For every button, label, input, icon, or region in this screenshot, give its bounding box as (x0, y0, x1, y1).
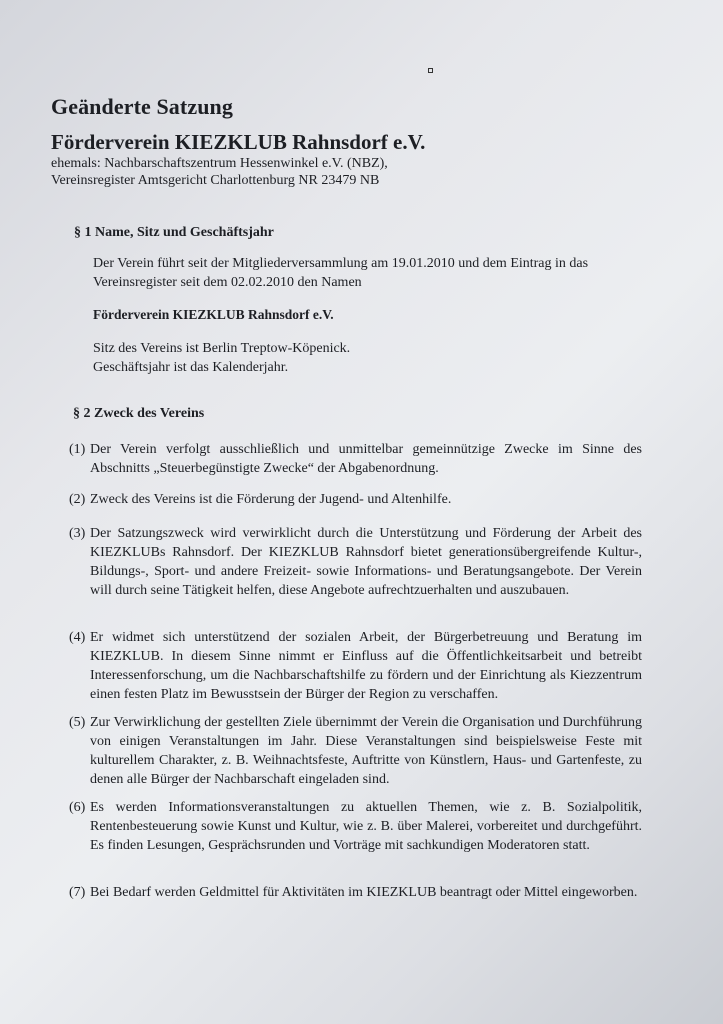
section-1-heading: § 1 Name, Sitz und Geschäftsjahr (74, 225, 274, 240)
former-name-line: ehemals: Nachbarschaftszentrum Hessenwinkel e.V. (NBZ), (51, 156, 388, 171)
fiscal-year-line: Geschäftsjahr ist das Kalenderjahr. (93, 360, 289, 375)
item-number: (1) (69, 442, 86, 457)
purpose-item-2 (69, 490, 642, 509)
item-text: Zweck des Vereins ist die Förderung der Jugend- und Altenhilfe. (90, 492, 452, 507)
section-2-heading: § 2 Zweck des Vereins (73, 406, 205, 421)
section-1-paragraph-line-1: Der Verein führt seit der Mitgliederversammlung am 19.01.2010 und dem Eintrag in das (93, 256, 589, 271)
item-text: Der Satzungszweck wird verwirklicht durch die Unterstützung und Förderung der Arbeit des KIEZKLUBs Rahnsdorf. Der KIEZKLUB Rahnsdorf bietet generationsübergreifende Kultur-, Bildungs-, Sport- und andere Freizeit- sowie Informations- und Beratungsangebote. Der Verein will durch seine Tätigkeit helfen, diese Angebote aufrechtzuerhalten und auszubauen. (90, 526, 642, 598)
document-title: Geänderte Satzung (51, 94, 233, 119)
item-number: (3) (69, 526, 86, 541)
item-number: (7) (69, 885, 86, 900)
section-1-seat-block (93, 339, 350, 377)
association-name: Förderverein KIEZKLUB Rahnsdorf e.V. (51, 130, 426, 154)
purpose-item-3 (69, 524, 642, 600)
item-text: Der Verein verfolgt ausschließlich und unmittelbar gemeinnützige Zwecke im Sinne des Abschnitts „Steuerbegünstigte Zwecke“ der Abgabenordnung. (90, 442, 642, 476)
purpose-item-1 (69, 440, 642, 478)
purpose-item-4 (69, 628, 642, 704)
item-number: (6) (69, 800, 86, 815)
item-text: Zur Verwirklichung der gestellten Ziele übernimmt der Verein die Organisation und Durchführung von einigen Veranstaltungen im Jahr. Diese Veranstaltungen sind beispielsweise Feste mit kulturellem Charakter, z. B. Weihnachtsfeste, Auftritte von Künstlern, Haus- und Gartenfeste, zu denen alle Bürger der Nachbarschaft eingeladen sind. (90, 715, 642, 787)
item-number: (5) (69, 715, 86, 730)
purpose-item-5 (69, 713, 642, 789)
item-text: Bei Bedarf werden Geldmittel für Aktivitäten im KIEZKLUB beantragt oder Mittel eingeworben. (90, 885, 638, 900)
item-text: Es werden Informationsveranstaltungen zu aktuellen Themen, wie z. B. Sozialpolitik, Rentenbesteuerung sowie Kunst und Kultur, wie z. B. über Malerei, vorbereitet und durchgeführt. Es finden Lesungen, Gesprächsrunden und Vorträge mit sachkundigen Moderatoren statt. (90, 800, 642, 853)
item-number: (4) (69, 630, 86, 645)
seat-line: Sitz des Vereins ist Berlin Treptow-Köpenick. (93, 341, 351, 356)
register-line: Vereinsregister Amtsgericht Charlottenburg NR 23479 NB (51, 173, 380, 188)
item-text: Er widmet sich unterstützend der sozialen Arbeit, der Bürgerbetreuung und Beratung im KIEZKLUB. In diesem Sinne nimmt er Einfluss auf die Öffentlichkeitsarbeit und betreibt Interessenforschung, um die Nachbarschaftshilfe zu fördern und der Einrichtung als Kiezzentrum einen festen Platz im Bewusstsein der Bürger der Region zu verschaffen. (90, 630, 642, 702)
section-1-association-name: Förderverein KIEZKLUB Rahnsdorf e.V. (93, 307, 334, 322)
purpose-item-7 (69, 883, 642, 902)
small-square-mark (428, 68, 433, 73)
item-number: (2) (69, 492, 86, 507)
section-1-paragraph-line-2: Vereinsregister seit dem 02.02.2010 den Namen (93, 275, 362, 290)
section-1-paragraph (93, 254, 653, 292)
purpose-item-6 (69, 798, 642, 855)
